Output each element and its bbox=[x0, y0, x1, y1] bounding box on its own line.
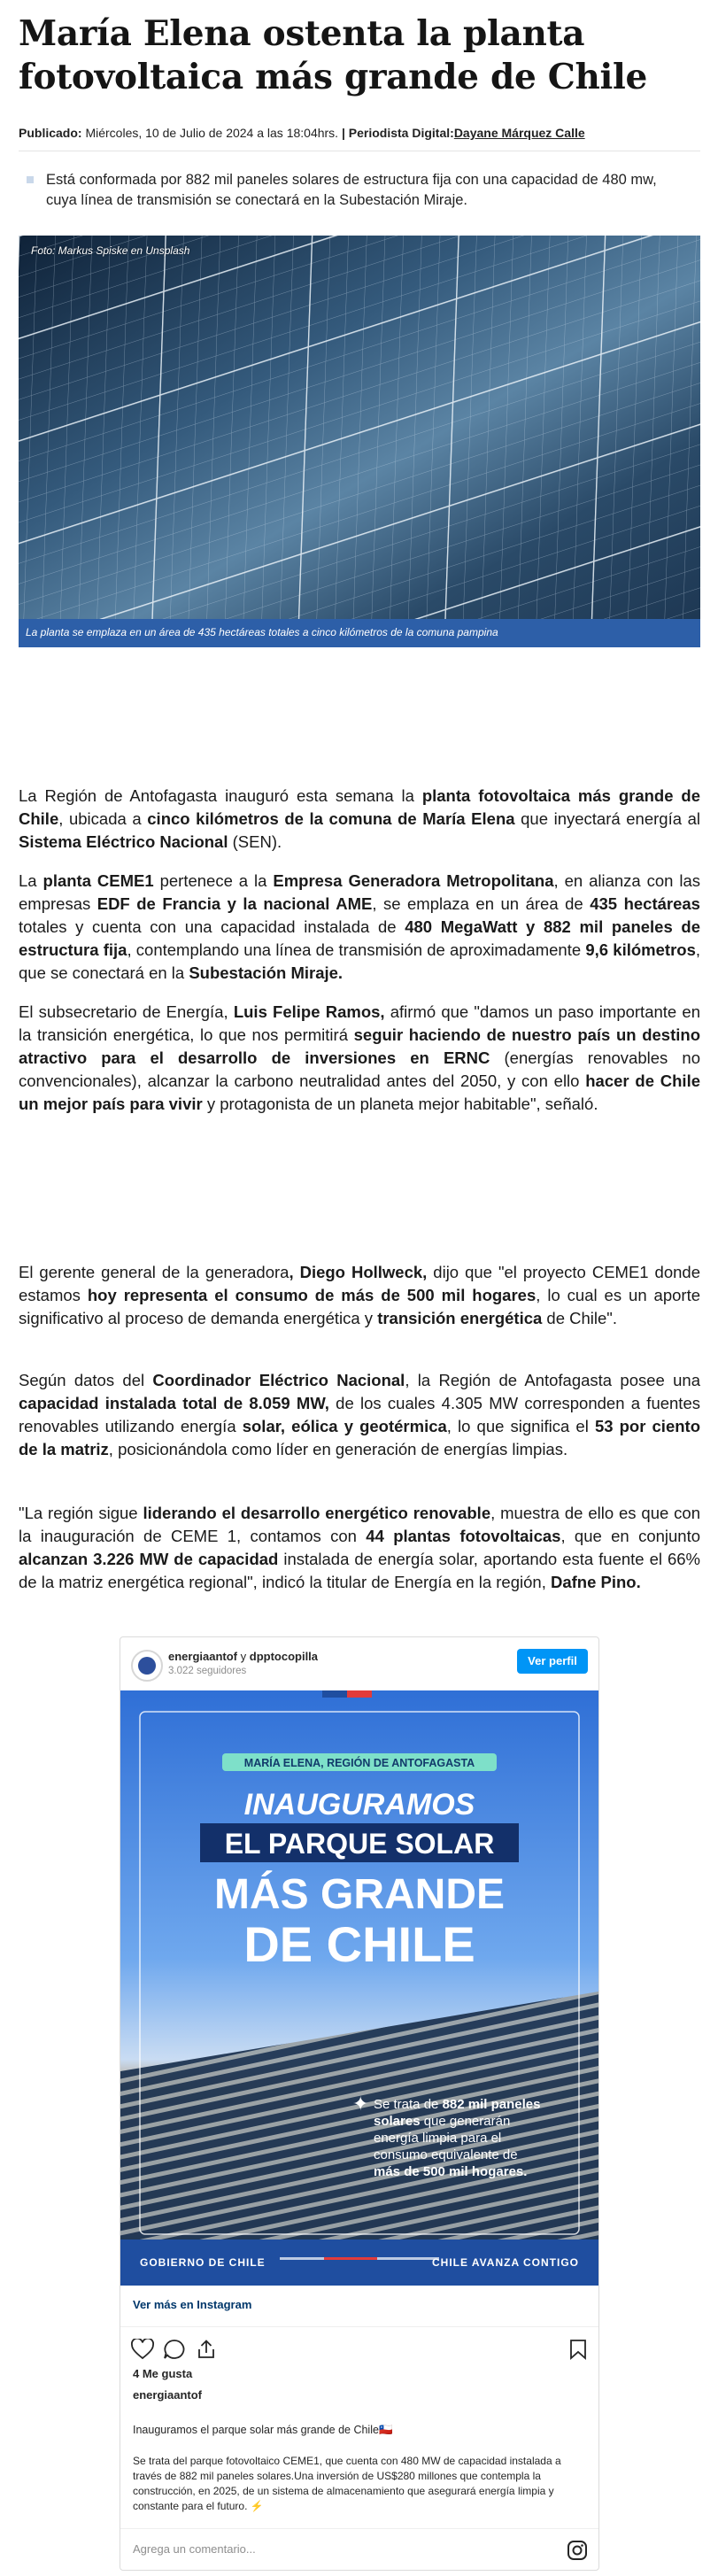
p6-text: "La región sigue bbox=[19, 1504, 143, 1522]
p2-text: totales y cuenta con una capacidad instalada de bbox=[19, 917, 405, 936]
published-label: Publicado: bbox=[19, 126, 82, 140]
p2-text: , en alianza con las empresas bbox=[19, 871, 701, 913]
p4-bold: hoy representa el consumo de más de 500 mil hogares bbox=[87, 1286, 537, 1304]
poster-footer-right: CHILE AVANZA CONTIGO bbox=[432, 2256, 579, 2269]
caption-body: Se trata del parque fotovoltaico CEME1, que cuenta con 480 MW de capacidad instalada a través de 882 mil paneles solares.Una inversión de US$280 millones que contempla la construcción, en 2025, de un sistema de almacenamiento que asegurará energía limpia y constante para el futuro. ⚡ bbox=[133, 2455, 561, 2512]
p6-text: , muestra de ello es que con la inauguración de CEME 1, contamos con bbox=[19, 1504, 701, 1545]
solar-panels-photo bbox=[19, 236, 700, 647]
p6-text: , que en conjunto bbox=[560, 1527, 701, 1545]
p1-text: , ubicada a bbox=[58, 809, 148, 828]
p3-text: (energías renovables no convencionales), alcanzar la carbono neutralidad antes del 2050, y con ello bbox=[19, 1048, 700, 1090]
p2-bold: planta CEME1 bbox=[42, 871, 154, 890]
byline-separator: | bbox=[338, 126, 349, 140]
caption-username[interactable]: energiaantof bbox=[133, 2388, 203, 2402]
p2-text: , se emplaza en un área de bbox=[372, 894, 591, 913]
p3-text: El subsecretario de Energía, bbox=[19, 1002, 234, 1021]
image-caption-text: La planta se emplaza en un área de 435 hectáreas totales a cinco kilómetros de la comuna pampina bbox=[26, 626, 498, 638]
caption-title: Inauguramos el parque solar más grande de Chile🇨🇱 bbox=[133, 2424, 393, 2436]
p3-text: y protagonista de un planeta mejor habitable", señaló. bbox=[202, 1095, 598, 1113]
paragraph-1 bbox=[19, 785, 700, 854]
account-joiner: y bbox=[237, 1650, 250, 1663]
p4-text: , lo cual es un aporte significativo al proceso de demanda energética y bbox=[19, 1286, 700, 1327]
summary-text: Está conformada por 882 mil paneles solares de estructura fija con una capacidad de 480 mw, cuya línea de transmisión se conectará en la Subestación Miraje. bbox=[46, 172, 657, 208]
poster-note-1: Se trata de 882 mil paneles bbox=[374, 2097, 541, 2112]
p2-bold: EDF de Francia y la nacional AME bbox=[97, 894, 373, 913]
journalist-label: Periodista Digital: bbox=[348, 126, 454, 140]
paragraph-3 bbox=[19, 1001, 700, 1116]
p1-bold: Sistema Eléctrico Nacional bbox=[19, 832, 228, 851]
poster-line-4: DE CHILE bbox=[243, 1916, 475, 1972]
instagram-post-image[interactable] bbox=[120, 1690, 598, 2286]
p6-bold: alcanzan 3.226 MW de capacidad bbox=[19, 1550, 279, 1568]
poster-location: MARÍA ELENA, REGIÓN DE ANTOFAGASTA bbox=[243, 1757, 475, 1769]
p5-bold: capacidad instalada total de 8.059 MW, bbox=[19, 1394, 329, 1412]
instagram-accounts bbox=[168, 1650, 318, 1663]
solar-park-poster bbox=[120, 1690, 598, 2286]
hero-image bbox=[19, 236, 700, 647]
image-caption bbox=[19, 619, 700, 647]
poster-note-3: energía limpia para el bbox=[374, 2131, 502, 2146]
p5-bold: solar, eólica y geotérmica bbox=[242, 1417, 447, 1435]
comment-input[interactable]: Agrega un comentario... bbox=[133, 2542, 256, 2556]
p1-text: que inyectará energía al bbox=[514, 809, 701, 828]
p3-bold: seguir haciendo de nuestro país un destino atractivo para el desarrollo de inversiones en ERNC bbox=[19, 1025, 700, 1067]
avatar[interactable] bbox=[131, 1650, 163, 1682]
poster-line-1: INAUGURAMOS bbox=[243, 1788, 475, 1822]
share-icon[interactable] bbox=[195, 2339, 218, 2360]
p1-bold: planta fotovoltaica más grande de Chile bbox=[19, 786, 700, 828]
account-name-link[interactable]: energiaantof bbox=[168, 1650, 238, 1663]
instagram-header bbox=[120, 1637, 598, 1690]
p4-text: de Chile". bbox=[542, 1309, 618, 1327]
p2-bold: Empresa Generadora Metropolitana bbox=[273, 871, 554, 890]
poster-note-5: más de 500 mil hogares. bbox=[374, 2164, 528, 2179]
p2-bold: Subestación Miraje. bbox=[189, 963, 344, 982]
photo-credit: Foto: Markus Spiske en Unsplash bbox=[31, 244, 190, 257]
paragraph-6 bbox=[19, 1502, 700, 1594]
poster-line-2: EL PARQUE SOLAR bbox=[224, 1828, 495, 1860]
p2-text: , contemplando una línea de transmisión de aproximadamente bbox=[127, 940, 586, 959]
view-more-bar bbox=[120, 2286, 598, 2327]
p3-bold: Luis Felipe Ramos, bbox=[233, 1002, 385, 1021]
article-summary bbox=[27, 170, 682, 211]
p6-bold: Dafne Pino. bbox=[550, 1573, 641, 1591]
article-title: María Elena ostenta la planta fotovoltaica más grande de Chile bbox=[19, 13, 648, 97]
p2-bold: 435 hectáreas bbox=[590, 894, 700, 913]
p5-text: , lo que significa el bbox=[446, 1417, 595, 1435]
comment-bar bbox=[120, 2528, 598, 2570]
p2-text: , que se conectará en la bbox=[19, 940, 700, 982]
paragraph-2 bbox=[19, 870, 700, 985]
p3-text: afirmó que "damos un paso importante en la transición energética, lo que nos permitirá bbox=[19, 1002, 700, 1044]
bookmark-icon[interactable] bbox=[568, 2339, 588, 2360]
p4-text: dijo que "el proyecto CEME1 donde estamos bbox=[19, 1263, 701, 1304]
p5-bold: 53 por ciento de la matriz bbox=[19, 1417, 700, 1458]
bullet-square-icon bbox=[27, 176, 34, 183]
paragraph-5 bbox=[19, 1369, 700, 1461]
poster-line-3: MÁS GRANDE bbox=[213, 1871, 506, 1918]
instagram-logo-icon[interactable] bbox=[567, 2540, 588, 2561]
p5-text: , la Región de Antofagasta posee una bbox=[405, 1371, 701, 1389]
poster-footer-left: GOBIERNO DE CHILE bbox=[140, 2256, 266, 2269]
p4-bold: , Diego Hollweck, bbox=[289, 1263, 428, 1281]
p1-bold: cinco kilómetros de la comuna de María Elena bbox=[147, 809, 515, 828]
instagram-embed bbox=[120, 1636, 599, 2571]
p4-text: El gerente general de la generadora bbox=[19, 1263, 290, 1281]
view-more-link[interactable]: Ver más en Instagram bbox=[133, 2298, 252, 2311]
p5-bold: Coordinador Eléctrico Nacional bbox=[152, 1371, 405, 1389]
p1-text: La Región de Antofagasta inauguró esta semana la bbox=[19, 786, 422, 805]
p2-text: pertenece a la bbox=[153, 871, 274, 890]
p5-text: , posicionándola como líder en generación de energías limpias. bbox=[108, 1440, 568, 1458]
followers-count: 3.022 seguidores bbox=[168, 1666, 247, 1676]
view-profile-button[interactable]: Ver perfil bbox=[517, 1649, 588, 1674]
p6-bold: liderando el desarrollo energético renovable bbox=[143, 1504, 491, 1522]
p2-bold: 480 MegaWatt y 882 mil paneles de estructura fija bbox=[19, 917, 701, 959]
published-date: Miércoles, 10 de Julio de 2024 a las 18:04hrs. bbox=[81, 126, 339, 140]
p2-bold: 9,6 kilómetros bbox=[585, 940, 696, 959]
p1-text: (SEN). bbox=[228, 832, 282, 851]
p6-bold: 44 plantas fotovoltaicas bbox=[366, 1527, 561, 1545]
instagram-actions bbox=[120, 2332, 598, 2367]
comment-icon[interactable] bbox=[163, 2339, 186, 2360]
poster-note-2: solares que generarán bbox=[374, 2114, 511, 2129]
heart-icon[interactable] bbox=[131, 2339, 154, 2360]
paragraph-4 bbox=[19, 1261, 700, 1330]
collab-account-link[interactable]: dpptocopilla bbox=[249, 1650, 319, 1663]
byline bbox=[19, 126, 700, 140]
likes-count: 4 Me gusta bbox=[133, 2367, 193, 2380]
p6-text: instalada de energía solar, aportando esta fuente el 66% de la matriz energética regional", indicó la titular de Energía en la región, bbox=[19, 1550, 700, 1591]
journalist-link[interactable]: Dayane Márquez Calle bbox=[453, 126, 585, 140]
p5-text: Según datos del bbox=[19, 1371, 153, 1389]
p5-text: de los cuales 4.305 MW corresponden a fuentes renovables utilizando energía bbox=[19, 1394, 700, 1435]
p3-bold: hacer de Chile un mejor país para vivir bbox=[19, 1071, 700, 1113]
poster-note-4: consumo equivalente de bbox=[374, 2147, 518, 2162]
sparkle-icon: ✦ bbox=[352, 2093, 369, 2115]
p4-bold: transición energética bbox=[377, 1309, 543, 1327]
p2-text: La bbox=[19, 871, 43, 890]
